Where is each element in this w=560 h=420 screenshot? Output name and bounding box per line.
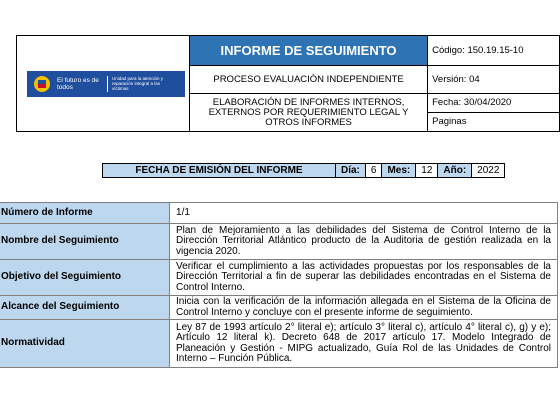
emission-date-label: FECHA DE EMISIÓN DEL INFORME	[103, 164, 336, 178]
document-header	[16, 35, 560, 132]
logo-cell	[17, 36, 190, 132]
date-pages-cell	[428, 94, 560, 132]
info-value: Verificar el cumplimiento a las actividades propuestas por los responsables de la Dirección Territorial a fin de superar las debilidades encontradas en el Sistema de Control Interno.	[170, 260, 558, 296]
info-value: Inicia con la verificación de la información allegada en el Sistema de la Oficina de Control Interno y concluye con el presente informe de seguimiento.	[170, 296, 558, 320]
report-title: INFORME DE SEGUIMIENTO	[190, 36, 428, 66]
info-row	[0, 224, 558, 260]
colombia-crest-icon	[33, 75, 51, 93]
info-label: Nombre del Seguimiento	[0, 224, 170, 260]
day-value: 6	[365, 164, 382, 178]
info-value: Ley 87 de 1993 artículo 2° literal e); artículo 3° literal c), artículo 4° literal c), g) y e); Artículo 12 literal k). Decreto 648 de 2017 artículo 17. Modelo Integrado de Planeación y Gestión - MIPG actualizado, Guía Rol de las Unidades de Control Interno – Función Pública.	[170, 320, 558, 368]
info-label: Objetivo del Seguimiento	[0, 260, 170, 296]
process-name: PROCESO EVALUACIÒN INDEPENDIENTE	[190, 66, 428, 94]
document-date: Fecha: 30/04/2020	[428, 95, 559, 113]
day-label: Día:	[336, 164, 366, 178]
month-value: 12	[416, 164, 438, 178]
info-label: Número de Informe	[0, 203, 170, 224]
month-label: Mes:	[382, 164, 416, 178]
info-row	[0, 203, 558, 224]
entity-logo	[27, 71, 185, 97]
document-pages: Paginas	[432, 116, 467, 127]
procedure-name: ELABORACIÓN DE INFORMES INTERNOS, EXTERNOS POR REQUERIMIENTO LEGAL Y OTROS INFORMES	[190, 94, 428, 132]
info-value: Plan de Mejoramiento a las debilidades del Sistema de Control Interno de la Dirección Territorial Atlántico producto de la Auditoria de gestión realizada en la vigencia 2020.	[170, 224, 558, 260]
info-value: 1/1	[170, 203, 558, 224]
info-row	[0, 296, 558, 320]
document-code: Código: 150.19.15-10	[428, 36, 560, 66]
info-row	[0, 260, 558, 296]
info-label: Alcance del Seguimiento	[0, 296, 170, 320]
year-value: 2022	[472, 164, 505, 178]
info-label: Normatividad	[0, 320, 170, 368]
emission-date-strip	[102, 163, 505, 178]
report-info-table	[0, 202, 558, 368]
document-version: Versión: 04	[428, 66, 560, 94]
logo-brand-text: El futuro es de todos	[57, 76, 99, 91]
year-label: Año:	[438, 164, 472, 178]
logo-entity-text: Unidad para la atención y reparación integral a las víctimas	[112, 76, 164, 91]
info-row	[0, 320, 558, 368]
logo-divider	[107, 76, 108, 92]
